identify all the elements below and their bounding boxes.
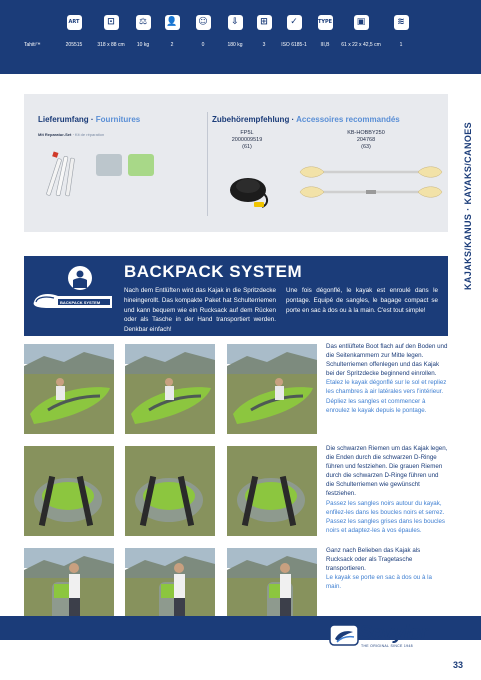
model-name: Tahiti™: [24, 42, 41, 48]
repair-patch-grey: [96, 154, 122, 176]
panel-divider: [207, 112, 208, 216]
backpack-banner: [24, 256, 448, 336]
delivery-title-de: Lieferumfang: [38, 115, 89, 124]
spec-value: ISO 6185-1: [281, 42, 307, 48]
repair-patch-green: [128, 154, 154, 176]
spec-column: [305, 15, 345, 35]
iso-check-icon: [287, 15, 302, 30]
spec-value: 3: [262, 42, 266, 48]
sevylor-tagline: THE ORIGINAL SINCE 1948: [361, 644, 413, 648]
pump-product-code: [222, 130, 272, 151]
step-1-fr: Etalez le kayak dégonflé sur le sol et repliez les chambres à air latérales vers l'intérieur. Dépliez les sangles et commencer à enroulez le kayak depuis le pontage.: [326, 379, 447, 414]
spec-value: 61 x 22 x 42,5 cm: [341, 42, 381, 48]
spec-value: 1: [399, 42, 403, 48]
category-side-label-text: KAJAKS/KANUS · KAYAKS/CANOES: [463, 121, 473, 290]
spec-icon-glyph: ART: [68, 19, 80, 25]
spec-bar: [0, 0, 481, 74]
spec-value: 0: [201, 42, 205, 48]
valve-tool-icon: [46, 151, 74, 196]
title-separator: ·: [88, 115, 96, 124]
backpack-logo-text: BACKPACK SYSTEM: [60, 300, 101, 305]
repair-kit-note-fr: Kit de réparation: [74, 132, 105, 137]
child-icon: [196, 15, 211, 30]
step-3-fr: Le kayak se porte en sac à dos ou à la main.: [326, 574, 432, 591]
paddle-product-code: [336, 130, 396, 151]
step-1-text: [326, 342, 448, 415]
spec-icon-glyph: ✓: [290, 17, 298, 27]
paddle-name: KB-HOBBY250: [347, 130, 385, 136]
spec-icon-glyph: 👤: [166, 17, 178, 27]
pump-page-ref: (61): [242, 144, 252, 150]
spec-value: 205515: [65, 42, 83, 48]
accessories-panel: [24, 94, 448, 232]
delivery-title: [38, 115, 140, 124]
sevylor-wordmark: Sevylor: [359, 622, 428, 644]
pump-name: FP5L: [240, 130, 254, 136]
title-separator: ·: [289, 115, 297, 124]
length-width-icon: [104, 15, 119, 30]
backpack-title: BACKPACK SYSTEM: [124, 262, 303, 281]
backpack-text-fr: Une fois dégonflé, le kayak est enroulé dans le pontage. Equipé de sangles, le bagage compact se porte en sac à dos ou à la main. C'est tout simple!: [286, 287, 438, 314]
paddle-article: 204768: [356, 137, 376, 143]
spec-icon-glyph: ⊡: [107, 17, 115, 27]
photo-rolling-kayak: [227, 344, 317, 434]
repair-kit-note-de: Mit Reparatur-Set: [38, 132, 72, 137]
step-2-de: Die schwarzen Riemen um das Kajak legen, die Enden durch die schwarzen D-Ringe führen und festziehen. Die grauen Riemen durch die schwarzen D-Ringe führen und die Schulterriemen wie gewünscht festziehen.: [326, 445, 448, 498]
step-2-fr: Passez les sangles noirs autour du kayak, enfilez-les dans les boucles noirs et serrez. Passez les sangles grises dans les boucles noirs et adaptez-les à vos épaules.: [326, 499, 446, 534]
note-separator: ·: [71, 132, 75, 137]
photo-folding-sides: [125, 344, 215, 434]
step-3-text: [326, 546, 448, 591]
accessories-title-de: Zubehörempfehlung: [212, 115, 290, 124]
photo-strapping-roll: [24, 446, 114, 536]
air-chambers-icon: [257, 15, 272, 30]
category-side-label: [455, 100, 471, 290]
spec-icon-glyph: ⊞: [260, 17, 268, 27]
spec-value: 2: [170, 42, 174, 48]
layers-icon: [394, 15, 409, 30]
spec-icon-glyph: ▣: [356, 17, 366, 27]
repair-kit-note: [38, 132, 104, 137]
spec-value: 180 kg: [227, 42, 243, 48]
spec-icon-glyph: ⇩: [231, 17, 239, 27]
step-1-de: Das entlüftete Boot flach auf den Boden und die Seitenkammern zur Mitte legen. Schulterriemen offenlegen und das Kajak bei der Spritzdecke beginnend einrollen.: [326, 343, 448, 378]
sevylor-logo: [329, 622, 453, 650]
kayak-paddle-image: [298, 162, 444, 206]
max-load-icon: [228, 15, 243, 30]
type-label-icon: [318, 15, 333, 30]
backpack-system-logo: [28, 264, 118, 324]
delivery-title-fr: Fournitures: [95, 115, 141, 124]
backpack-text-de: Nach dem Entlüften wird das Kajak in die Spritzdecke hineingerollt. Das kompakte Paket hat Schulterriemen und kann bequem wie ein Rucksack auf dem Rücken oder als Tasche in der Hand transportiert werden. Denkbar einfach!: [124, 287, 276, 334]
spec-value: III,B: [320, 42, 330, 48]
spec-icon-glyph: TYPE: [317, 19, 333, 25]
repair-kit-illustration: [46, 144, 196, 204]
step-2-text: [326, 444, 448, 535]
spec-icon-glyph: ≋: [397, 17, 405, 27]
package-box-icon: [354, 15, 369, 30]
spec-value: 10 kg: [136, 42, 150, 48]
paddle-page-ref: (63): [361, 144, 371, 150]
pump-article: 2000009519: [231, 137, 263, 143]
foot-pump-image: [224, 164, 274, 210]
spec-column: [341, 15, 381, 35]
page-number: 33: [453, 660, 464, 670]
weight-icon: [136, 15, 151, 30]
spec-icon-glyph: ☺: [198, 17, 208, 27]
person-icon: [165, 15, 180, 30]
photo-unrolled-kayak: [24, 344, 114, 434]
spec-column: [54, 15, 94, 35]
spec-column: [381, 15, 421, 35]
accessories-title: [212, 115, 400, 124]
spec-value: 318 x 88 cm: [97, 42, 125, 48]
sevylor-emblem-icon: [329, 622, 359, 650]
photo-adjusting-shoulder-straps: [227, 446, 317, 536]
step-3-de: Ganz nach Belieben das Kajak als Rucksack oder als Tragetasche transportieren.: [326, 547, 421, 573]
spec-icon-glyph: ⚖: [138, 17, 148, 27]
art-label-icon: [67, 15, 82, 30]
photo-tightening-straps: [125, 446, 215, 536]
accessories-title-fr: Accessoires recommandés: [296, 115, 400, 124]
